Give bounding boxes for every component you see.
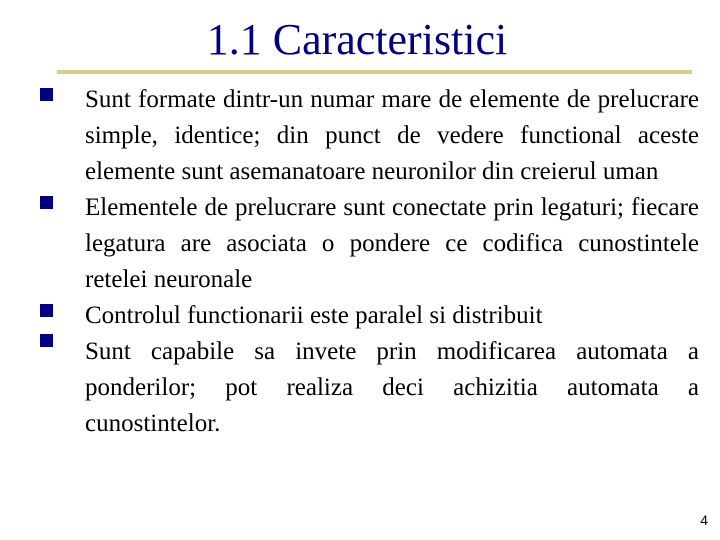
bullet-text: Controlul functionarii este paralel si distribuit bbox=[85, 302, 543, 329]
bullet-item bbox=[0, 190, 720, 298]
bullet-text: Sunt capabile sa invete prin modificarea automata a ponderilor; pot realiza deci achizitia automata a cunostintelor. bbox=[85, 338, 699, 437]
slide-title-text: 1.1 Caracteristici bbox=[206, 15, 508, 64]
bullet-text: Sunt formate dintr-un numar mare de elemente de prelucrare simple, identice; din punct de vedere functional aceste elemente sunt asemanatoare neuronilor din creierul uman bbox=[85, 86, 699, 185]
page-number: 4 bbox=[700, 512, 708, 528]
slide-title bbox=[0, 14, 720, 66]
bullet-item bbox=[0, 298, 720, 334]
bullet-text: Elementele de prelucrare sunt conectate prin legaturi; fiecare legatura are asociata o pondere ce codifica cunostintele retelei neuronale bbox=[85, 194, 699, 293]
title-underline bbox=[57, 70, 692, 74]
square-bullet-icon bbox=[40, 88, 53, 101]
square-bullet-icon bbox=[40, 196, 53, 209]
square-bullet-icon bbox=[40, 334, 53, 347]
bullet-item bbox=[0, 82, 720, 190]
bullet-list bbox=[0, 82, 720, 442]
square-bullet-icon bbox=[40, 304, 53, 317]
bullet-item bbox=[0, 334, 720, 442]
